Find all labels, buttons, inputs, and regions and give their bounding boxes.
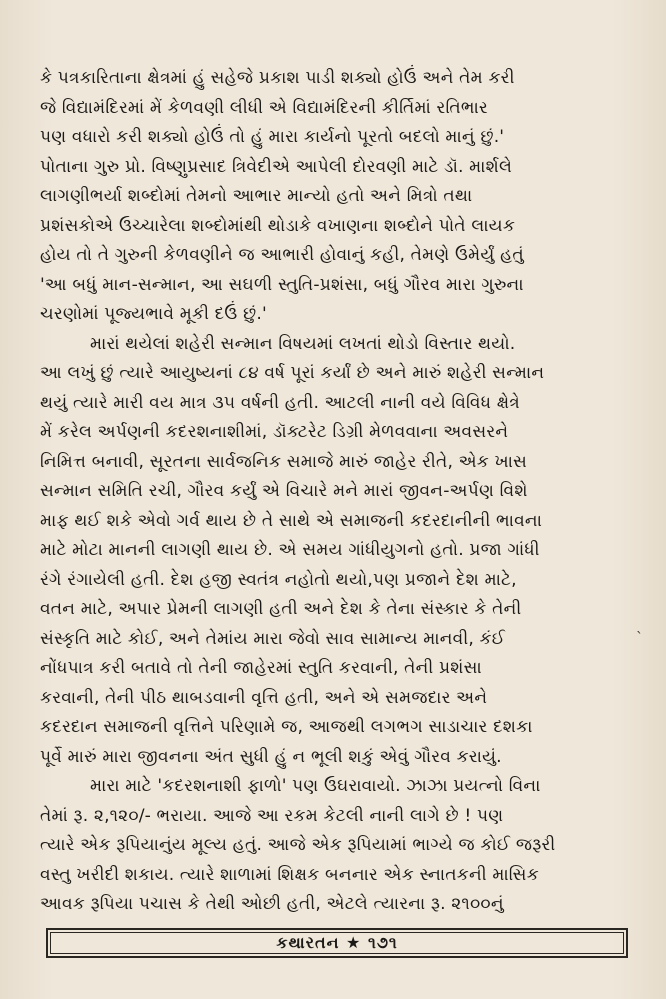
text-line: માટે મોટા માનની લાગણી થાય છે. એ સમય ગાંધીયુગનો હતો. પ્રજા ગાંધી: [40, 540, 540, 560]
text-line: રંગે રંગાયેલી હતી. દેશ હજી સ્વતંત્ર નહોતો થયો,પણ પ્રજાને દેશ માટે,: [40, 569, 517, 590]
text-line: હોય તો તે ગુરુની કેળવણીને જ આભારી હોવાનું કહી, તેમણે ઉમેર્યું હતું: [40, 245, 524, 265]
text-line: લાગણીભર્યા શબ્દોમાં તેમનો આભાર માન્યો હતો અને મિત્રો તથા: [40, 186, 473, 206]
text-line: ચરણોમાં પૂજ્યભાવે મૂકી દઉં છું.': [40, 304, 267, 324]
text-line: 'આ બધું માન-સન્માન, આ સઘળી સ્તુતિ-પ્રશંસા, બધું ગૌરવ મારા ગુરુના: [40, 274, 524, 295]
text-line: સંસ્કૃતિ માટે કોઈ, અને તેમાંય મારા જેવો સાવ સામાન્ય માનવી, કંઈ: [40, 628, 506, 649]
text-line: કરવાની, તેની પીઠ થાબડવાની વૃત્તિ હતી, અને એ સમજદાર અને: [40, 687, 488, 708]
text-line: નિમિત્ત બનાવી, સૂરતના સાર્વજનિક સમાજે મારું જાહેર રીતે, એક ખાસ: [40, 451, 528, 472]
text-line: પ્રશંસકોએ ઉચ્ચારેલા શબ્દોમાંથી થોડાકે વખાણના શબ્દોને પોતે લાયક: [40, 215, 516, 236]
text-line: ત્યારે એક રૂપિયાનુંય મૂલ્ય હતું. આજે એક રૂપિયામાં ભાગ્યે જ કોઈ જરૂરી: [40, 835, 556, 855]
paragraph-2: [40, 330, 630, 773]
page-footer: [46, 928, 628, 958]
text-line: વતન માટે, અપાર પ્રેમની લાગણી હતી અને દેશ કે તેના સંસ્કાર કે તેની: [40, 599, 522, 619]
text-line: થયું ત્યારે મારી વય માત્ર ૩૫ વર્ષની હતી. આટલી નાની વયે વિવિધ ક્ષેત્રે: [40, 392, 520, 413]
text-line: કદરદાન સમાજની વૃત્તિને પરિણામે જ, આજથી લગભગ સાડાચાર દશકા: [40, 717, 533, 737]
text-line: મારાં થયેલાં શહેરી સન્માન વિષયમાં લખતાં થોડો વિસ્તાર થયો.: [90, 333, 516, 354]
text-line: વસ્તુ ખરીદી શકાય. ત્યારે શાળામાં શિક્ષક બનનાર એક સ્નાતકની માસિક: [40, 864, 539, 885]
text-line: જે વિદ્યામંદિરમાં મેં કેળવણી લીધી એ વિદ્યામંદિરની કીર્તિમાં રતિભાર: [40, 97, 488, 118]
text-line: પૂર્વે મારું મારા જીવનના અંત સુધી હું ન ભૂલી શકું એવું ગૌરવ કરાયું.: [40, 746, 502, 767]
text-line: મેં કરેલ અર્પણની કદરશનાશીમાં, ડૉક્ટરેટ ડિગ્રી મેળવવાના અવસરને: [40, 422, 509, 442]
text-line: આ લખું છું ત્યારે આયુષ્યનાં ૮૪ વર્ષ પૂરાં કર્યાં છે અને મારું શહેરી સન્માન: [40, 363, 545, 383]
paragraph-3: [40, 772, 630, 920]
text-line: કે પત્રકારિતાના ક્ષેત્રમાં હું સહેજે પ્રકાશ પાડી શક્યો હોઉં અને તેમ કરી: [40, 68, 515, 88]
margin-mark: ˎ: [636, 618, 643, 634]
page-body: [40, 64, 630, 920]
text-line: માફ થઈ શકે એવો ગર્વ થાય છે તે સાથે એ સમાજની કદરદાનીની ભાવના: [40, 510, 543, 531]
footer-title-page-number: કથારતન ★ ૧૭૧: [276, 933, 398, 952]
text-line: આવક રૂપિયા પચાસ કે તેથી ઓછી હતી, એટલે ત્યારના રૂ. ૨૧૦૦નું: [40, 894, 504, 914]
text-line: તેમાં રૂ. ૨,૧૨૦/- ભરાયા. આજે આ રકમ કેટલી નાની લાગે છે ! પણ: [40, 805, 504, 826]
text-line: પણ વધારો કરી શક્યો હોઉં તો હું મારા કાર્યનો પૂરતો બદલો માનું છું.': [40, 127, 505, 147]
text-line: સન્માન સમિતિ રચી, ગૌરવ કર્યું એ વિચારે મને મારાં જીવન-અર્પણ વિશે: [40, 481, 528, 501]
text-line: પોતાના ગુરુ પ્રો. વિષ્ણુપ્રસાદ ત્રિવેદીએ આપેલી દોરવણી માટે ડૉ. માર્શલે: [40, 156, 513, 177]
text-line: મારા માટે 'કદરશનાશી ફાળો' પણ ઉઘરાવાયો. ઝાઝા પ્રયત્નો વિના: [90, 776, 541, 796]
paragraph-1: [40, 64, 630, 330]
text-line: નોંધપાત્ર કરી બતાવે તો તેની જાહેરમાં સ્તુતિ કરવાની, તેની પ્રશંસા: [40, 658, 482, 678]
